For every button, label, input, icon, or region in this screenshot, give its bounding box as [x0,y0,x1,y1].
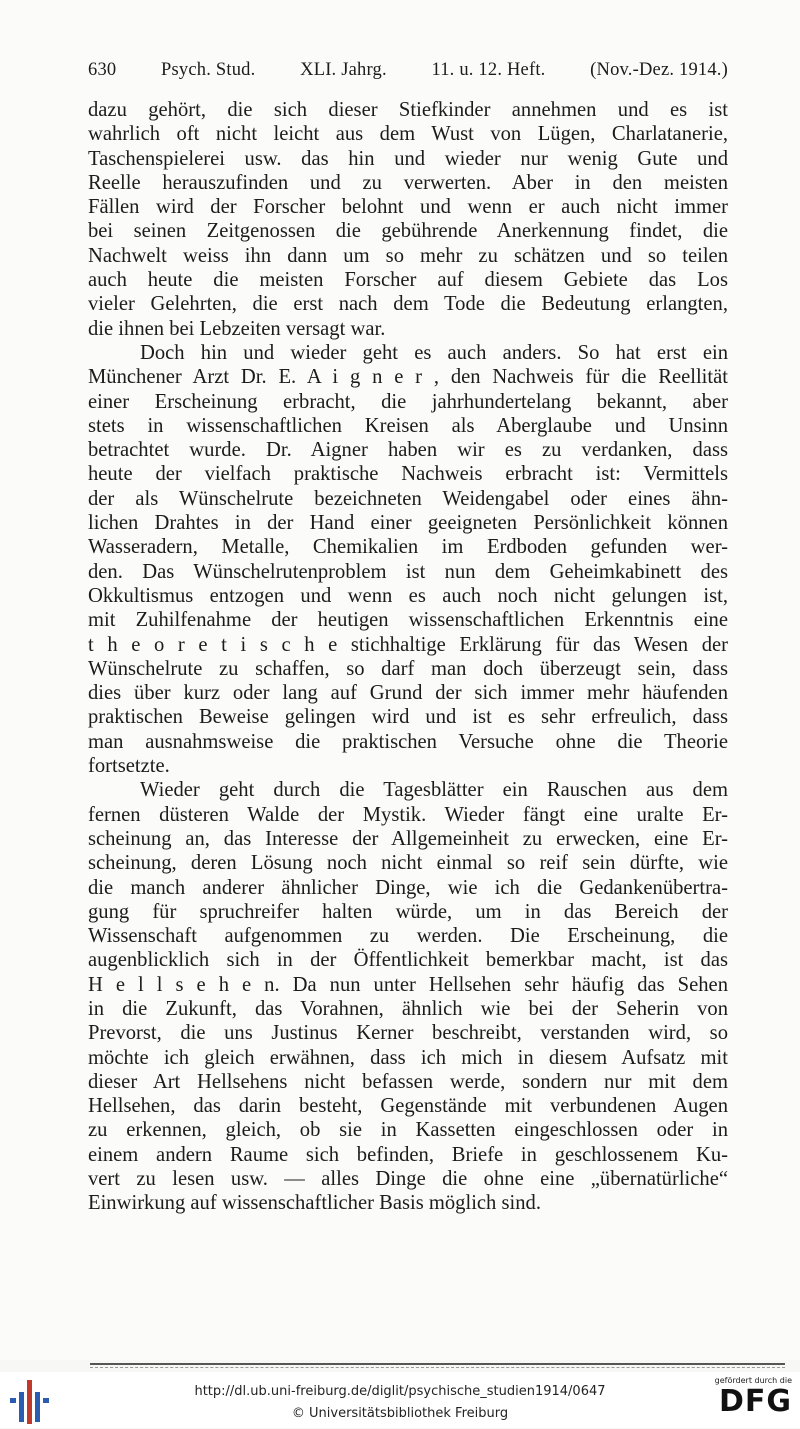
text-line: die manch anderer ähnlicher Dinge, wie ich die Gedankenübertra- [88,876,728,899]
text-line: scheinung, deren Lösung noch nicht einmal so reif sein dürfte, wie [88,852,728,875]
text-line: augenblicklich sich in der Öffentlichkeit bemerkbar macht, ist das [88,949,728,972]
issue-label: 11. u. 12. Heft. [431,60,546,80]
text-line: Wünschelrute zu schaffen, so darf man doch überzeugt sein, dass [88,657,728,680]
text-line: fernen düsteren Walde der Mystik. Wieder fängt eine uralte Er- [88,803,728,826]
footer-divider [90,1363,785,1365]
text-line: Okkultismus entzogen und wenn es auch noch nicht gelungen ist, [88,584,728,607]
text-line: einer Erscheinung erbracht, die jahrhundertelang bekannt, aber [88,390,728,413]
text-line: Doch hin und wieder geht es auch anders. So hat erst ein [140,341,728,364]
text-line: Prevorst, die uns Justinus Kerner beschreibt, verstanden wird, so [88,1022,728,1045]
text-line: auch heute die meisten Forscher auf diesem Gebiete das Los [88,269,728,292]
text-line: betrachtet wurde. Dr. Aigner haben wir es zu verdanken, dass [88,439,728,462]
text-line: bei seinen Zeitgenossen die gebührende Anerkennung findet, die [88,220,728,243]
page-number: 630 [88,60,117,80]
digital-library-footer [0,1372,800,1428]
text-line: Münchener Arzt Dr. E. A i g n e r , den Nachweis für die Reellität [88,366,728,389]
dfg-funding-note: gefördert durch die [714,1376,792,1385]
text-line: H e l l s e h e n. Da nun unter Hellsehen sehr häufig das Sehen [88,973,728,996]
dfg-logo-text: DFG [718,1384,792,1419]
text-line: Wieder geht durch die Tagesblätter ein Rauschen aus dem [140,779,728,802]
text-line: Reelle herauszufinden und zu verwerten. Aber in den meisten [88,171,728,194]
date-label: (Nov.-Dez. 1914.) [590,60,728,80]
text-line: Wasseradern, Metalle, Chemikalien im Erdboden gefunden wer- [88,536,728,559]
text-line: die ihnen bei Lebzeiten versagt war. [88,317,386,340]
text-line: Wissenschaft aufgenommen zu werden. Die Erscheinung, die [88,925,728,948]
text-line: man ausnahmsweise die praktischen Versuche ohne die Theorie [88,730,728,753]
text-line: dazu gehört, die sich dieser Stiefkinder annehmen und es ist [88,99,728,121]
text-line: der als Wünschelrute bezeichneten Weidengabel oder eines ähn- [88,487,728,510]
text-line: fortsetzte. [88,755,170,778]
volume-label: XLI. Jahrg. [300,60,387,80]
text-line: stets in wissenschaftlichen Kreisen als Aberglaube und Unsinn [88,414,728,437]
journal-title: Psych. Stud. [161,60,256,80]
text-line: Nachwelt weiss ihn dann um so mehr zu schätzen und so teilen [88,244,728,267]
running-header [88,60,728,81]
copyright-notice: © Universitätsbibliothek Freiburg [291,1406,509,1421]
text-line: heute der vielfach praktische Nachweis erbracht ist: Vermittels [88,463,728,486]
text-line: einem andern Raume sich befinden, Briefe in geschlossenem Ku- [88,1143,728,1166]
text-line: Fällen wird der Forscher belohnt und wenn er auch nicht immer [88,196,728,219]
text-line: vert zu lesen usw. — alles Dinge die ohne eine „übernatürliche“ [88,1168,728,1191]
article-body [88,98,728,1216]
text-line: mit Zuhilfenahme der heutigen wissenschaftlichen Erkenntnis eine [88,609,728,632]
dfg-logo [708,1376,792,1426]
text-line: Einwirkung auf wissenschaftlicher Basis möglich sind. [88,1192,541,1215]
text-line: praktischen Beweise gelingen wird und ist es sehr erfreulich, dass [88,706,728,729]
permalink-url[interactable]: http://dl.ub.uni-freiburg.de/diglit/psychische_studien1914/0647 [194,1384,606,1399]
text-line: den. Das Wünschelrutenproblem ist nun dem Geheimkabinett des [88,560,728,583]
text-line: in die Zukunft, das Vorahnen, ähnlich wie bei der Seherin von [88,997,728,1020]
footer-divider-secondary [90,1367,785,1368]
text-line: gung für spruchreifer halten würde, um in das Bereich der [88,900,728,923]
text-line: möchte ich gleich erwähnen, dass ich mich in diesem Aufsatz mit [88,1046,728,1069]
text-line: scheinung an, das Interesse der Allgemeinheit zu erwecken, eine Er- [88,827,728,850]
text-line: Taschenspielerei usw. das hin und wieder nur wenig Gute und [88,147,728,170]
text-line: vieler Gelehrten, die erst nach dem Tode die Bedeutung erlangten, [88,293,728,316]
text-line: dieser Art Hellsehens nicht befassen werde, sondern nur mit dem [88,1070,728,1093]
text-line: Hellsehen, das darin besteht, Gegenstände mit verbundenen Augen [88,1095,728,1118]
text-line: wahrlich oft nicht leicht aus dem Wust von Lügen, Charlatanerie, [88,123,728,146]
text-line: dies über kurz oder lang auf Grund der sich immer mehr häufenden [88,682,728,705]
text-line: t h e o r e t i s c h e stichhaltige Erklärung für das Wesen der [88,633,728,656]
text-line: lichen Drahtes in der Hand einer geeigneten Persönlichkeit können [88,512,728,535]
text-line: zu erkennen, gleich, ob sie in Kassetten eingeschlossen oder in [88,1119,728,1142]
